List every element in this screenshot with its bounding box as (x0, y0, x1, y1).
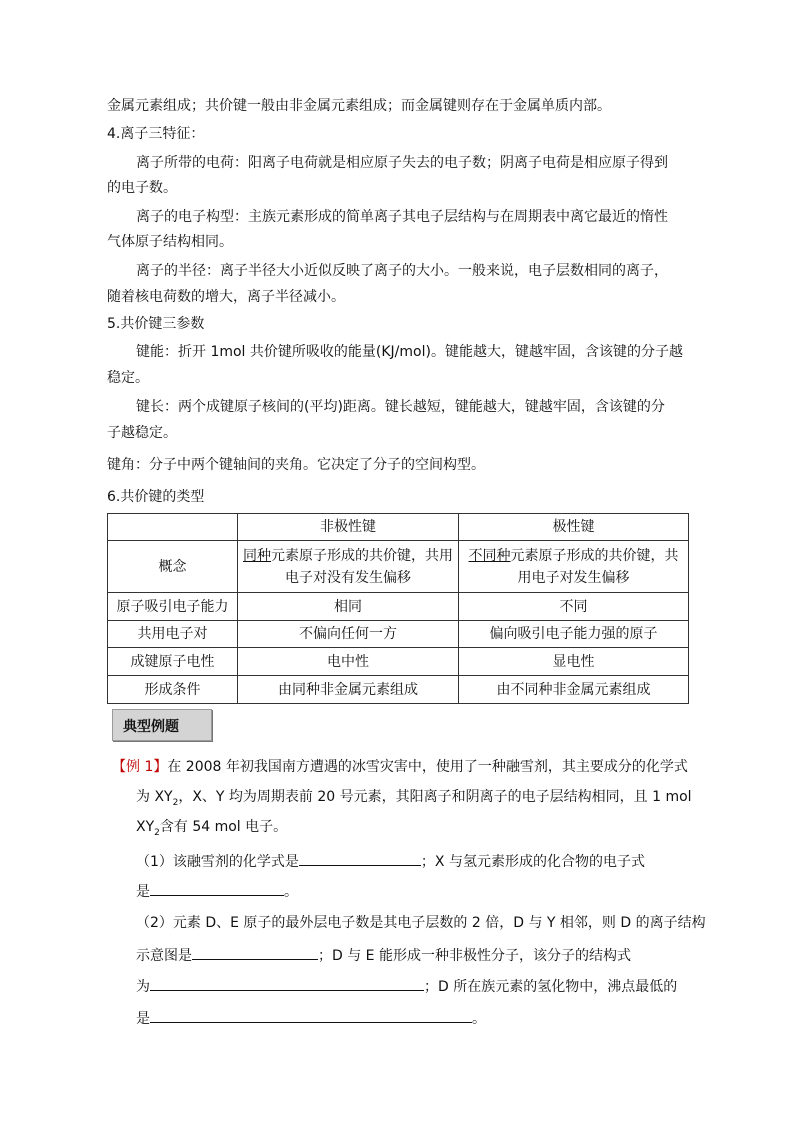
table-header-cell (108, 514, 238, 541)
table-header-row (108, 514, 689, 541)
example-line (112, 757, 688, 777)
text-line: 离子所带的电荷：阳离子电荷就是相应原子失去的电子数；阴离子电荷是相应原子得到 (136, 155, 668, 171)
underlined-text: 不同种 (468, 547, 511, 564)
table-cell: 不偏向任何一方 (238, 621, 459, 648)
text-line: 稳定。 (107, 370, 149, 386)
cell-text: 元素原子形成的共价键，共 (510, 547, 679, 564)
subscript: 2 (154, 827, 160, 838)
answer-blank[interactable] (150, 1008, 472, 1023)
table-header-cell: 极性键 (459, 514, 689, 541)
table-cell: 显电性 (459, 648, 689, 676)
table-row (108, 541, 689, 593)
example-text: 含有 54 mol 电子。 (159, 819, 288, 835)
example-text: 在 2008 年初我国南方遭遇的冰雪灾害中，使用了一种融雪剂，其主要成分的化学式 (167, 759, 688, 775)
question-text: ；D 与 E 能形成一种非极性分子，该分子的结构式 (318, 948, 631, 964)
question-text: 是 (136, 884, 150, 900)
text-line: 气体原子结构相同。 (107, 234, 233, 250)
text-line: 键角：分子中两个键轴间的夹角。它决定了分子的空间构型。 (107, 457, 485, 473)
example-text: ，X、Y 均为周期表前 20 号元素，其阳离子和阴离子的电子层结构相同，且 1 mol (178, 789, 692, 805)
table-row (108, 593, 689, 621)
answer-blank[interactable] (192, 945, 318, 960)
answer-blank[interactable] (150, 976, 424, 991)
question-text: 是 (136, 1011, 150, 1027)
question-text: （1）该融雪剂的化学式是 (136, 854, 299, 870)
question-line: （2）元素 D、E 原子的最外层电子数是其电子层数的 2 倍，D 与 Y 相邻，则 D 的离子结构 (136, 915, 706, 931)
table-cell (459, 541, 689, 593)
table-cell: 由不同种非金属元素组成 (459, 676, 689, 704)
example-marker: 【例 1】 (112, 759, 168, 775)
table-cell: 相同 (238, 593, 459, 621)
question-text: 。 (284, 884, 298, 900)
section-heading-4: 4.离子三特征： (107, 126, 205, 142)
text-line: 离子的电子构型：主族元素形成的简单离子其电子层结构与在周期表中离它最近的惰性 (136, 209, 668, 225)
answer-blank[interactable] (299, 851, 421, 866)
text-line: 随着核电荷数的增大，离子半径减小。 (107, 289, 345, 305)
text-line: 离子的半径：离子半径大小近似反映了离子的大小。一般来说，电子层数相同的离子， (136, 263, 668, 279)
cell-text: 元素原子形成的共价键，共用 (271, 547, 453, 564)
table-cell: 不同 (459, 593, 689, 621)
table-cell: 成键原子电性 (108, 648, 238, 676)
question-line (136, 945, 631, 966)
table-row (108, 648, 689, 676)
table-cell: 形成条件 (108, 676, 238, 704)
question-line (136, 976, 677, 997)
subscript: 2 (172, 797, 179, 808)
question-line (136, 881, 298, 902)
example-text: 为 XY (136, 789, 173, 805)
table-cell: 偏向吸引电子能力强的原子 (459, 621, 689, 648)
text-line: 键能：折开 1mol 共价键所吸收的能量(KJ/mol)。键能越大，键越牢固，含该键的分子越 (136, 344, 683, 360)
table-cell: 电中性 (238, 648, 459, 676)
question-line (136, 851, 645, 872)
text-line: 的电子数。 (107, 180, 177, 196)
text-line: 子越稳定。 (107, 425, 177, 441)
question-text: 为 (136, 979, 150, 995)
table-cell: 原子吸引电子能力 (108, 593, 238, 621)
example-line (136, 817, 287, 843)
example-text: XY (136, 819, 155, 835)
table-row (108, 621, 689, 648)
answer-blank[interactable] (150, 881, 284, 896)
table-header-cell: 非极性键 (238, 514, 459, 541)
underlined-text: 同种 (243, 547, 271, 564)
text-line: 金属元素组成；共价键一般由非金属元素组成；而金属键则存在于金属单质内部。 (107, 98, 611, 114)
table-row (108, 676, 689, 704)
section-heading-6: 6.共价键的类型 (107, 489, 205, 505)
question-text: ；X 与氢元素形成的化合物的电子式 (420, 854, 645, 870)
question-text: ；D 所在族元素的氢化物中，沸点最低的 (424, 979, 678, 995)
question-line (136, 1008, 486, 1029)
example-line (136, 787, 692, 813)
question-text: 示意图是 (136, 948, 192, 964)
cell-text: 电子对没有发生偏移 (285, 569, 411, 586)
typical-examples-badge (112, 709, 212, 741)
section-heading-5: 5.共价键三参数 (107, 316, 205, 332)
table-cell: 由同种非金属元素组成 (238, 676, 459, 704)
bond-type-table (107, 513, 689, 704)
question-text: 。 (472, 1011, 486, 1027)
badge-label: 典型例题 (123, 719, 179, 735)
table-cell (238, 541, 459, 593)
table-cell: 概念 (108, 541, 238, 593)
text-line: 键长：两个成键原子核间的(平均)距离。键长越短，键能越大，键越牢固，含该键的分 (136, 399, 665, 415)
cell-text: 用电子对发生偏移 (517, 569, 630, 586)
table-cell: 共用电子对 (108, 621, 238, 648)
